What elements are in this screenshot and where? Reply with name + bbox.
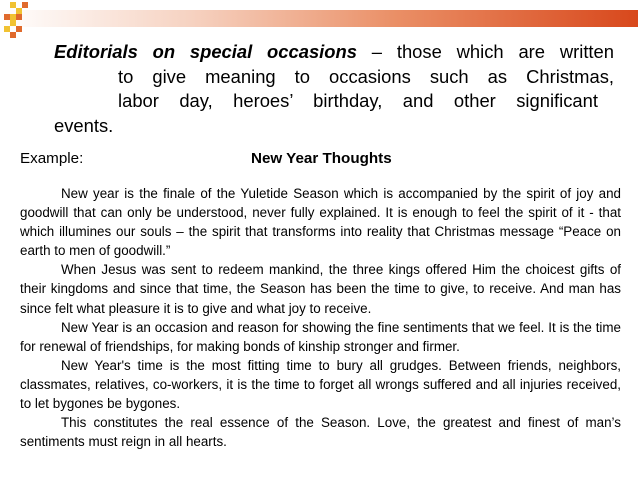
paragraph: New Year is an occasion and reason for showing the fine sentiments that we feel. It is the time for renewal of friendships, for making bonds of kinship stronger and firmer. xyxy=(20,319,621,354)
article-body xyxy=(20,184,621,451)
header-gradient-bar xyxy=(0,10,638,27)
slide-heading xyxy=(54,40,614,138)
slide-logo-icon xyxy=(0,0,40,40)
paragraph: New Year's time is the most fitting time to bury all grudges. Between friends, neighbors, classmates, relatives, co-workers, it is the time to forget all wrongs suffered and all injuries received, to let bygones be bygones. xyxy=(20,357,621,412)
paragraph: This constitutes the real essence of the Season. Love, the greatest and finest of man’s sentiments must reign in all hearts. xyxy=(20,415,621,450)
heading-line-3: labor day, heroes’ birthday, and other significant xyxy=(118,90,598,111)
heading-line-1 xyxy=(54,40,614,65)
heading-line-4: events. xyxy=(54,114,114,136)
heading-term: Editorials on special occasions xyxy=(54,41,357,62)
paragraph: New year is the finale of the Yuletide Season which is accompanied by the spirit of joy and goodwill that can only be understood, never fully explained. It is enough to feel the spirit of it - that which illumines our souls – the spirit that transforms into reality that Christmas message “Peace on earth to men of goodwill.” xyxy=(20,186,621,259)
example-label: Example: xyxy=(20,150,84,167)
example-row xyxy=(20,149,620,169)
article-title: New Year Thoughts xyxy=(251,150,392,167)
heading-line-2: to give meaning to occasions such as Christmas, xyxy=(118,65,614,87)
heading-line-1-rest: – those which are written xyxy=(357,41,614,62)
paragraph: When Jesus was sent to redeem mankind, the three kings offered Him the choicest gifts of their kingdoms and since that time, the Season has been the time to give, to receive. And man has since felt what pleasure it is to give and what joy to receive. xyxy=(20,262,621,316)
